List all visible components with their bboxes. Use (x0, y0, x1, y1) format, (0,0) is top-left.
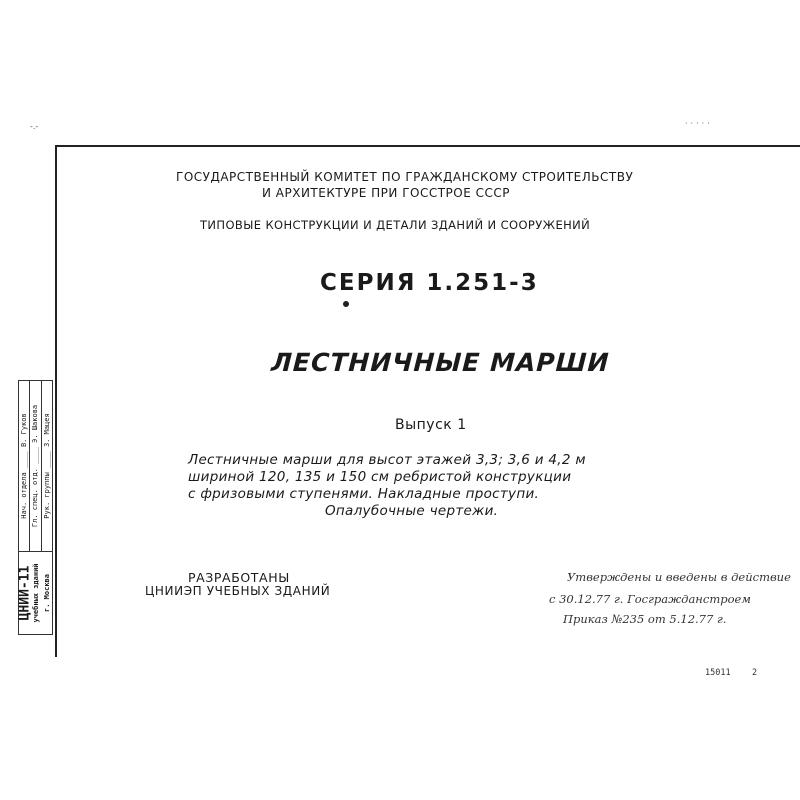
stamp-row: Рук. группы ____ З. Мацея (42, 413, 51, 519)
description-line: шириной 120, 135 и 150 см ребристой конструкции (188, 469, 572, 485)
title-block-stamp (18, 380, 53, 635)
stamp-row: Нач. отдела ____ В. Гуков (19, 381, 30, 551)
stamp-name: З. Мацея (42, 413, 51, 448)
description-block (188, 452, 668, 520)
page-number: 2 (752, 668, 758, 678)
approval-line: Приказ №235 от 5.12.77 г. (563, 612, 727, 626)
description-line: Лестничные марши для высот этажей 3,3; 3,6 и 4,2 м (188, 452, 586, 468)
developed-by-label: РАЗРАБОТАНЫ (188, 570, 290, 585)
stamp-organization (19, 552, 52, 634)
description-line: Опалубочные чертежи. (325, 503, 499, 519)
organization-line-2: И АРХИТЕКТУРЕ ПРИ ГОССТРОЕ СССР (262, 186, 510, 200)
stamp-row: Гл. спец. отд. ____ Э. Шакова (30, 381, 41, 551)
stamp-city: г. Москва (42, 574, 51, 612)
stamp-signature-table (19, 381, 52, 552)
stamp-role: Нач. отдела (20, 472, 29, 519)
stamp-org-full: учебных зданий (31, 563, 40, 623)
stamp-role: Рук. группы (42, 472, 51, 519)
dot-mark (343, 301, 349, 307)
stamp-org-short: ЦНИИ-11 (17, 565, 32, 621)
description-line: с фризовыми ступенями. Накладные проступи. (188, 486, 540, 502)
stamp-role: Гл. спец. отд. (31, 468, 40, 528)
organization-line-1: ГОСУДАРСТВЕННЫЙ КОМИТЕТ ПО ГРАЖДАНСКОМУ СТРОИТЕЛЬСТВУ (176, 170, 634, 184)
developed-by-org: ЦНИИЭП УЧЕБНЫХ ЗДАНИЙ (145, 584, 331, 598)
stamp-name: В. Гуков (20, 413, 29, 448)
corner-mark: -.- (30, 122, 39, 131)
series-number: СЕРИЯ 1.251-3 (320, 270, 539, 296)
document-subtitle: ТИПОВЫЕ КОНСТРУКЦИИ И ДЕТАЛИ ЗДАНИЙ И СООРУЖЕНИЙ (200, 218, 591, 232)
issue-number: Выпуск 1 (395, 417, 467, 433)
stamp-name: Э. Шакова (31, 404, 40, 443)
document-title: ЛЕСТНИЧНЫЕ МАРШИ (270, 348, 611, 377)
approval-line: с 30.12.77 г. Госгражданстроем (549, 592, 751, 606)
sheet-code: 15011 (705, 668, 731, 678)
corner-mark: ····· (685, 119, 713, 128)
approval-line: Утверждены и введены в действие (567, 570, 791, 584)
